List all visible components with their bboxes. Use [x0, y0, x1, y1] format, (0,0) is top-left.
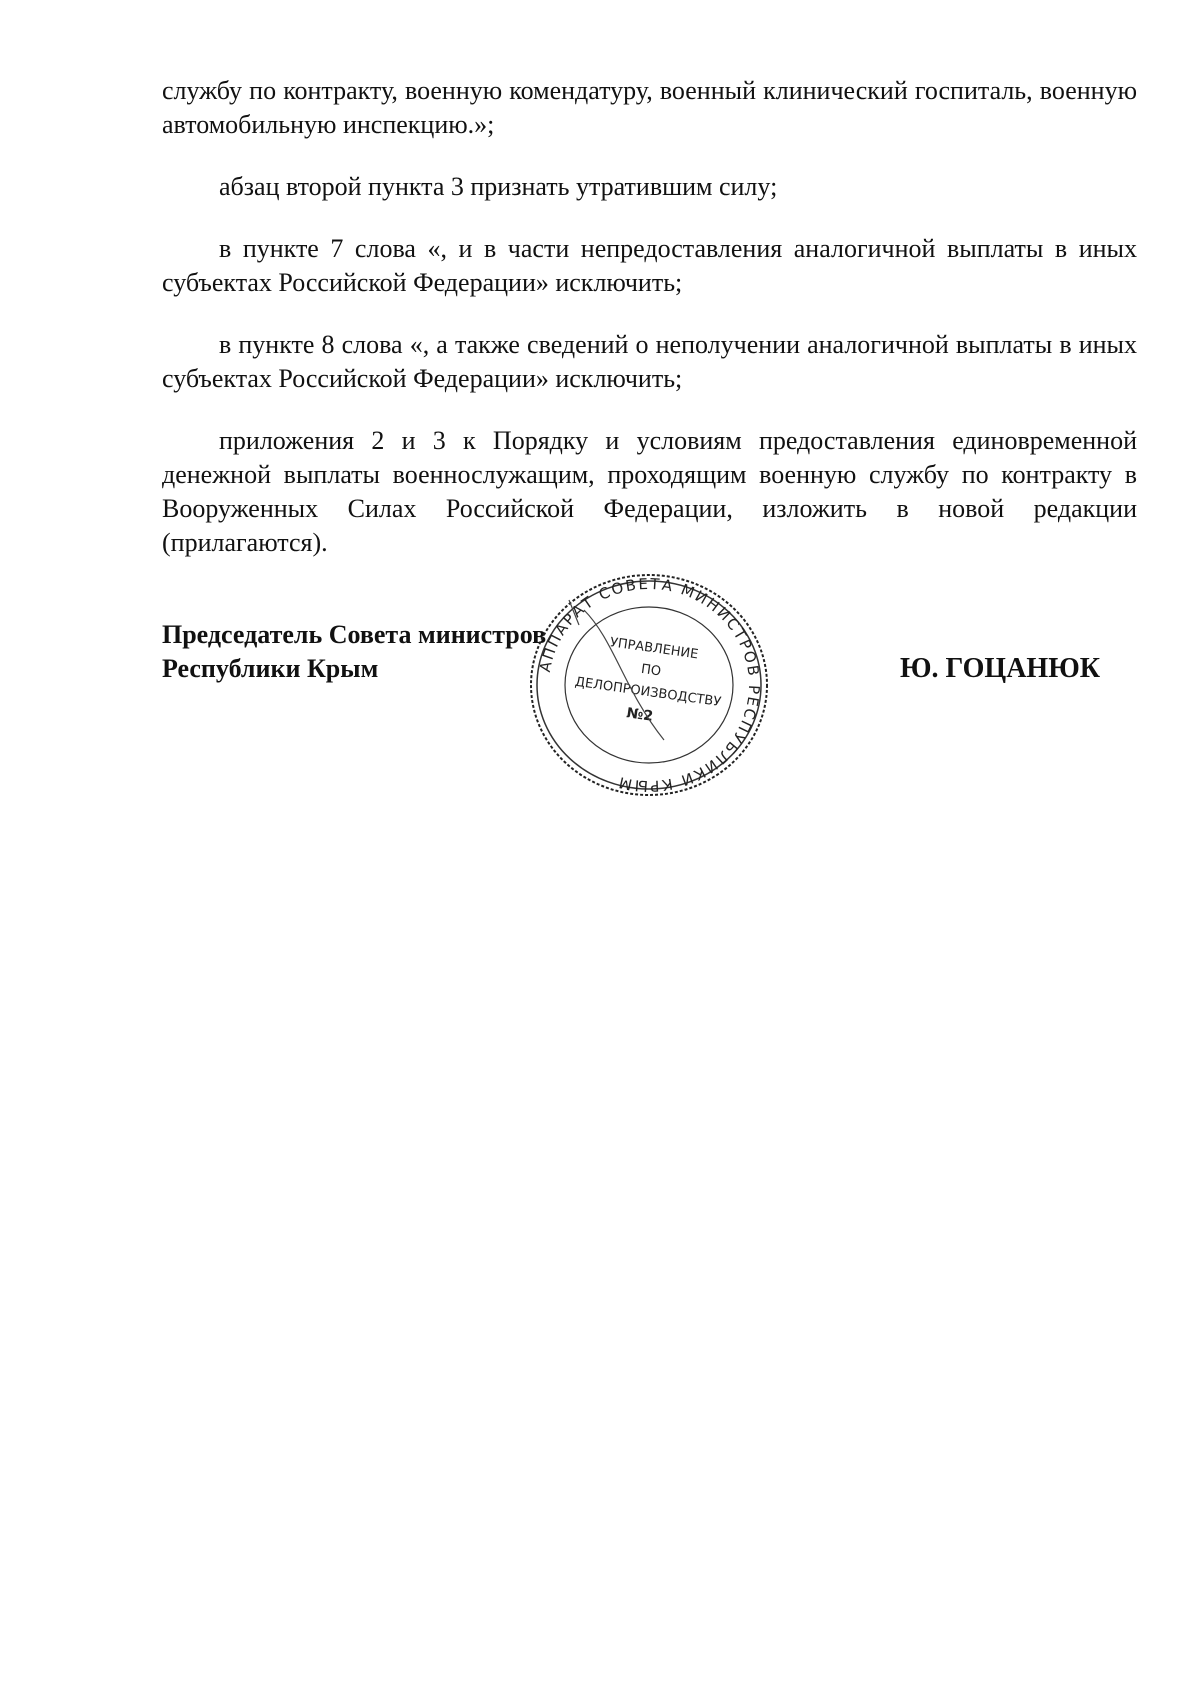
- stamp-line1: УПРАВЛЕНИЕ: [608, 635, 700, 663]
- stamp-line3: ДЕЛОПРОИЗВОДСТВУ: [573, 674, 723, 711]
- paragraph-5: приложения 2 и 3 к Порядку и условиям предоставления единовременной денежной выплаты военнослужащим, проходящим военную службу по контракту в Вооруженных Силах Российской Федерации, изложить в новой редакции (прилагаются).: [162, 426, 1137, 557]
- stamp-line2: ПО: [640, 661, 662, 680]
- paragraph-3: в пункте 7 слова «, и в части непредоставления аналогичной выплаты в иных субъектах Российской Федерации» исключить;: [162, 234, 1137, 297]
- stamp-line4: №2: [625, 705, 655, 725]
- paragraph-2: абзац второй пункта 3 признать утратившим силу;: [219, 172, 778, 201]
- signatory-position: [162, 618, 546, 686]
- paragraph-1: службу по контракту, военную комендатуру, военный клинический госпиталь, военную автомобильную инспекцию.»;: [162, 76, 1137, 139]
- signatory-position-line1: Председатель Совета министров: [162, 620, 547, 649]
- stamp-outer-text-path: АППАРАТ СОВЕТА МИНИСТРОВ РЕСПУБЛИКИ КРЫМ: [535, 574, 764, 796]
- paragraph-4: в пункте 8 слова «, а также сведений о неполучении аналогичной выплаты в иных субъектах Российской Федерации» исключить;: [162, 330, 1137, 393]
- body-text: [162, 74, 1137, 588]
- official-stamp: [524, 570, 774, 800]
- signatory-position-line2: Республики Крым: [162, 654, 379, 683]
- signatory-name: Ю. ГОЦАНЮК: [900, 653, 1101, 684]
